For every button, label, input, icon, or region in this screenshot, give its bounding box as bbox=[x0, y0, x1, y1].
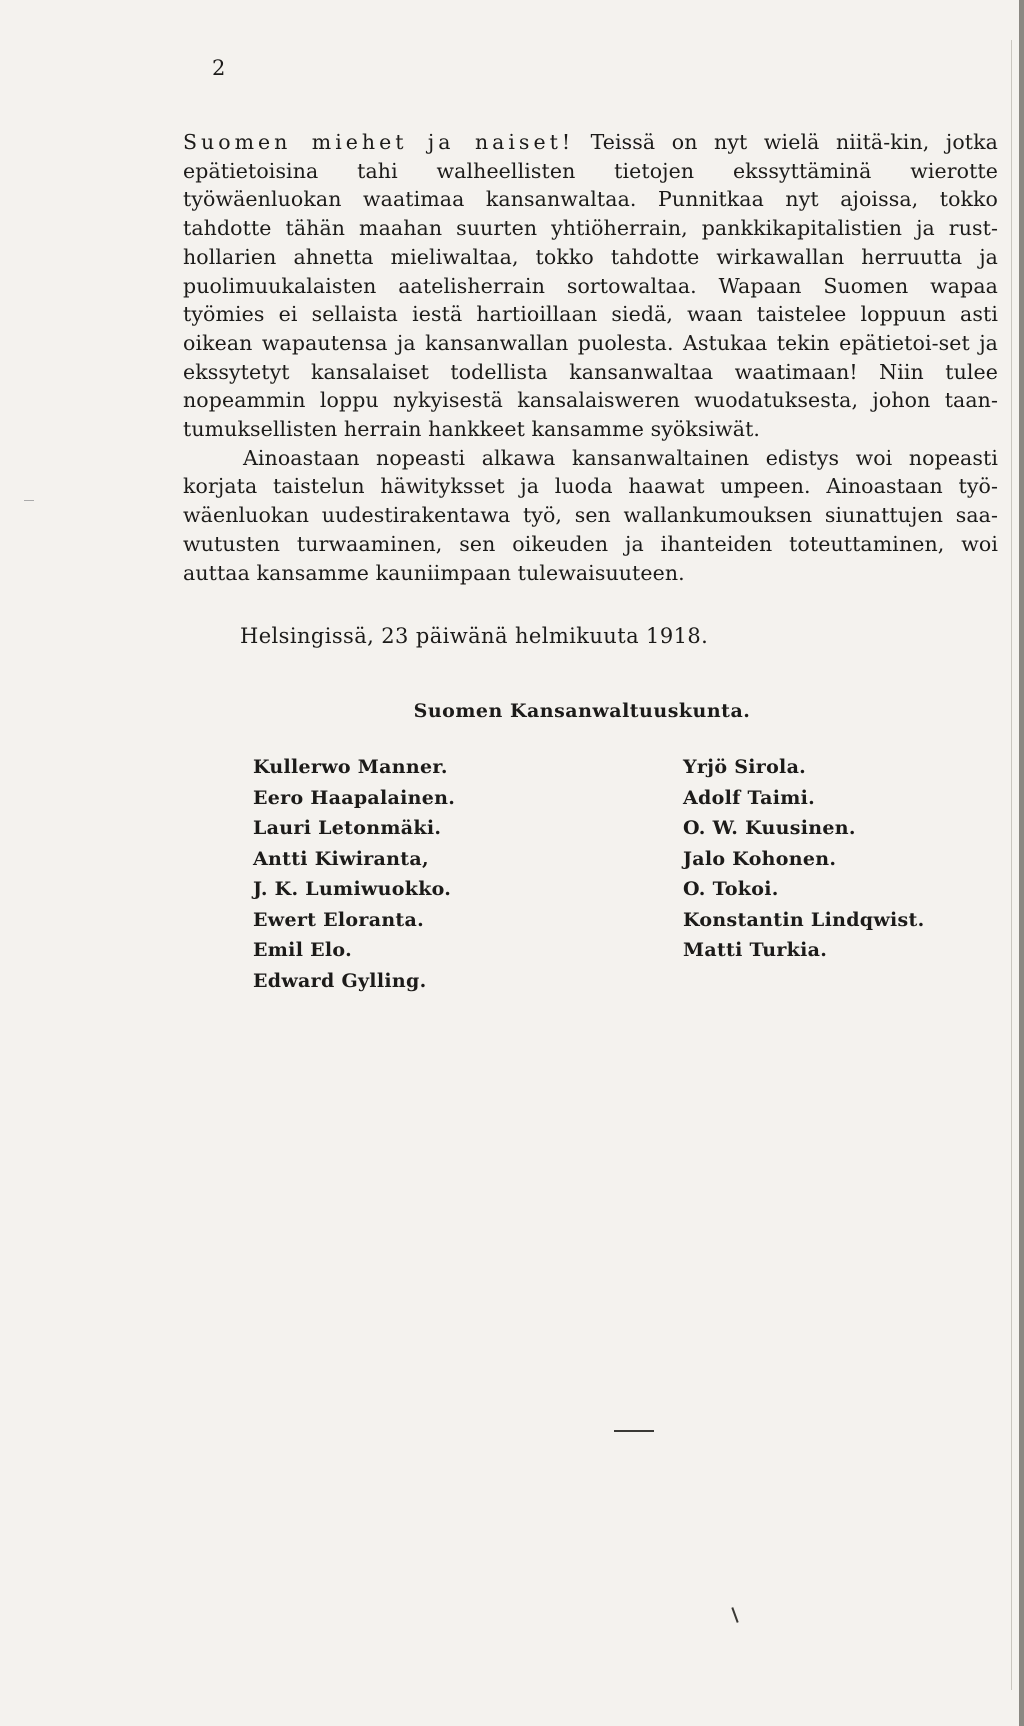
signatory: Kullerwo Manner. bbox=[253, 756, 448, 778]
signatory: Adolf Taimi. bbox=[683, 786, 816, 809]
dateline: Helsingissä, 23 päiwänä helmikuuta 1918. bbox=[240, 624, 709, 648]
paragraph-2: Ainoastaan nopeasti alkawa kansanwaltainen edistys woi nopeasti korjata taistelun häwityksset ja luoda haawat umpeen. Ainoastaan työ-wäenluokan uudestirakentawa työ, sen wallankumouksen siunattujen saa-wutusten turwaaminen, sen oikeuden ja ihanteiden toteuttaminen, woi auttaa kansamme kauniimpaan tulewaisuuteen. bbox=[183, 445, 998, 585]
paragraph-1 bbox=[183, 128, 998, 444]
organization-name: Suomen Kansanwaltuuskunta. bbox=[413, 700, 751, 722]
signatory: Emil Elo. bbox=[253, 939, 352, 961]
page-edge-shadow bbox=[1019, 0, 1024, 1726]
paragraph-1-text: Teissä on nyt wielä niitä-kin, jotka epätietoisina tahi walheellisten tietojen ekssyttäminä wierotte työwäenluokan waatimaa kansanwaltaa. Punnitkaa nyt ajoissa, tokko tahdotte tähän maahan suurten yhtiöherrain, pankkikapitalistien ja rust-hollarien ahnetta mieliwaltaa, tokko tahdotte wirkawallan herruutta ja puolimuukalaisten aatelisherrain sortowaltaa. Wapaan Suomen wapaa työmies ei sellaista iestä hartioillaan siedä, waan taistelee loppuun asti oikean wapautensa ja kansanwallan puolesta. Astukaa tekin epätietoi-set ja ekssytetyt kansalaiset todellista kansanwaltaa waatimaan! Niin tulee nopeammin loppu nykyisestä kansalaisweren wuodatuksesta, johon taan-tumuksellisten herrain hankkeet kansamme syöksiwät. bbox=[183, 130, 998, 442]
signatory: O. W. Kuusinen. bbox=[683, 817, 856, 839]
signatory: Lauri Letonmäki. bbox=[253, 817, 442, 839]
signatory: Eero Haapalainen. bbox=[253, 786, 456, 809]
organization-heading bbox=[0, 700, 1024, 722]
signatory: Edward Gylling. bbox=[253, 969, 427, 992]
ink-mark bbox=[614, 1430, 654, 1432]
page-number: 2 bbox=[212, 56, 227, 80]
signatory: Konstantin Lindqwist. bbox=[683, 908, 925, 931]
signatory: Antti Kiwiranta, bbox=[253, 847, 429, 870]
signatories-right bbox=[683, 752, 925, 966]
signatory: Yrjö Sirola. bbox=[683, 756, 807, 778]
signatory: Matti Turkia. bbox=[683, 939, 828, 961]
page-edge-line bbox=[1011, 40, 1012, 1690]
lead-phrase: Suomen miehet ja naiset! bbox=[183, 130, 575, 154]
ink-mark bbox=[731, 1607, 738, 1623]
signatories-left bbox=[253, 752, 455, 996]
signatory: Jalo Kohonen. bbox=[683, 847, 837, 870]
signatory: Ewert Eloranta. bbox=[253, 908, 425, 931]
body-text bbox=[183, 128, 998, 587]
signatory: O. Tokoi. bbox=[683, 878, 779, 900]
signatory: J. K. Lumiwuokko. bbox=[253, 878, 452, 900]
margin-mark bbox=[24, 500, 34, 501]
